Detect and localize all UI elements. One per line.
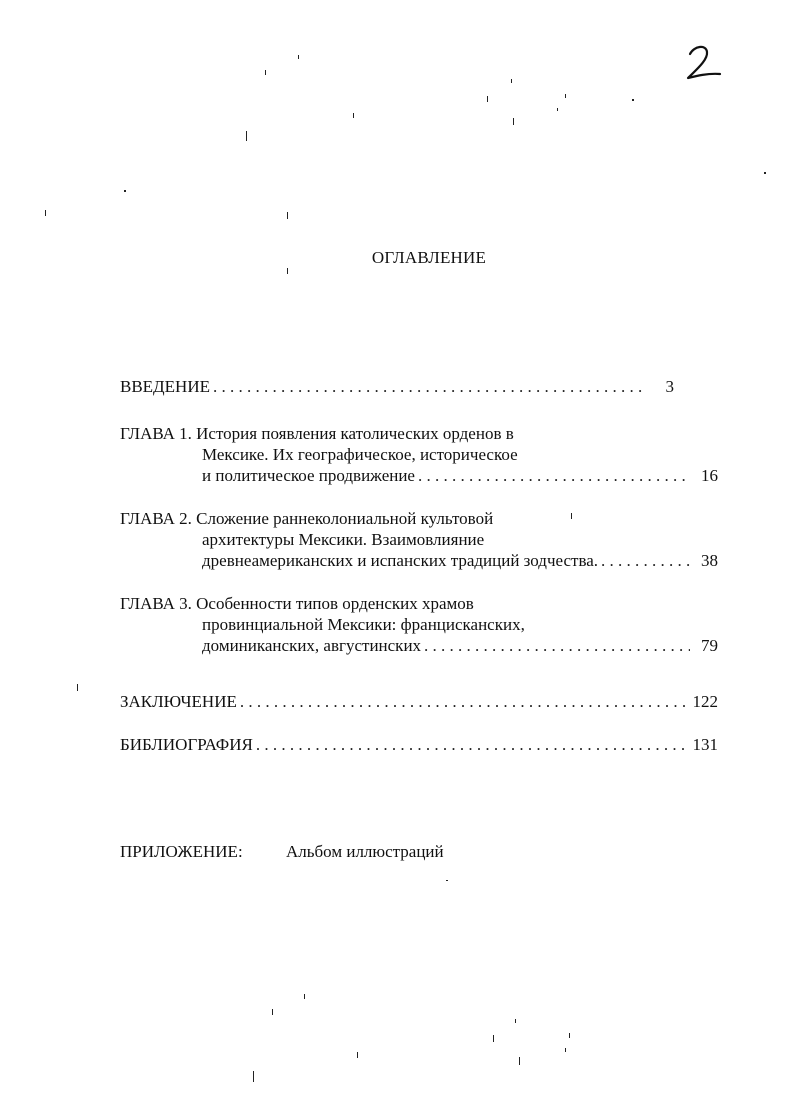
toc-chapter-heading: ГЛАВА 1. История появления католических орденов в <box>120 424 514 443</box>
scan-speck <box>764 172 766 174</box>
scan-speck <box>353 113 354 118</box>
toc-entry-label: ВВЕДЕНИЕ <box>120 377 210 396</box>
dot-leader <box>601 550 690 571</box>
dot-leader <box>424 635 690 656</box>
dot-leader <box>256 734 689 755</box>
handwritten-two-glyph <box>682 40 726 84</box>
toc-chapter-line: древнеамериканских и испанских традиций зодчества. <box>202 551 599 570</box>
dot-leader <box>418 465 690 486</box>
toc-page-number: 3 <box>665 377 674 396</box>
scan-speck <box>446 880 448 881</box>
scan-speck <box>124 190 126 192</box>
toc-page-number: 16 <box>701 466 718 485</box>
scan-speck <box>304 994 305 999</box>
scan-speck <box>265 70 266 75</box>
toc-entry-chapter-2[interactable] <box>120 508 718 571</box>
toc-entry-label: БИБЛИОГРАФИЯ <box>120 735 253 754</box>
scan-speck <box>298 55 299 59</box>
dot-leader <box>213 376 646 397</box>
scan-speck <box>632 99 634 101</box>
page-title: ОГЛАВЛЕНИЕ <box>371 248 487 267</box>
handwritten-page-number <box>682 40 726 84</box>
appendix-value[interactable]: Альбом иллюстраций <box>286 842 444 861</box>
toc-entry-label: ЗАКЛЮЧЕНИЕ <box>120 692 237 711</box>
scan-speck <box>515 1019 516 1023</box>
scan-speck <box>557 108 558 111</box>
toc-entry-chapter-1[interactable] <box>120 423 718 486</box>
scan-speck <box>77 684 78 691</box>
scan-speck <box>565 94 566 98</box>
appendix-label: ПРИЛОЖЕНИЕ: <box>120 842 243 861</box>
toc-entry-conclusion[interactable] <box>120 691 718 712</box>
scan-speck <box>287 268 288 274</box>
toc-page-number: 38 <box>701 551 718 570</box>
scan-speck <box>519 1057 520 1065</box>
scan-speck <box>246 131 247 141</box>
toc-chapter-heading: ГЛАВА 3. Особенности типов орденских храмов <box>120 594 474 613</box>
toc-chapter-line: и политическое продвижение <box>202 466 415 485</box>
toc-chapter-line: провинциальной Мексики: францисканских, <box>202 615 525 634</box>
toc-chapter-line: доминиканских, августинских <box>202 636 422 655</box>
scan-speck <box>287 212 288 219</box>
scan-speck <box>511 79 512 83</box>
dot-leader <box>240 691 689 712</box>
scan-speck <box>513 118 514 125</box>
toc-entry-chapter-3[interactable] <box>120 593 718 656</box>
scan-speck <box>357 1052 358 1058</box>
scan-speck <box>493 1035 494 1042</box>
scan-speck <box>565 1048 566 1052</box>
scan-speck <box>272 1009 273 1015</box>
toc-chapter-heading: ГЛАВА 2. Сложение раннеколониальной культовой <box>120 509 494 528</box>
toc-page-number: 79 <box>701 636 718 655</box>
toc-chapter-line: архитектуры Мексики. Взаимовлияние <box>202 530 485 549</box>
scan-speck <box>45 210 46 216</box>
scan-speck <box>253 1071 254 1082</box>
table-of-contents <box>120 376 718 755</box>
toc-page-number: 131 <box>692 735 718 754</box>
toc-entry-introduction[interactable] <box>120 376 718 397</box>
appendix-line <box>120 842 444 862</box>
scan-speck <box>487 96 488 102</box>
toc-chapter-line: Мексике. Их географическое, историческое <box>202 445 518 464</box>
toc-page-number: 122 <box>692 692 718 711</box>
toc-entry-bibliography[interactable] <box>120 734 718 755</box>
scan-speck <box>569 1033 570 1038</box>
